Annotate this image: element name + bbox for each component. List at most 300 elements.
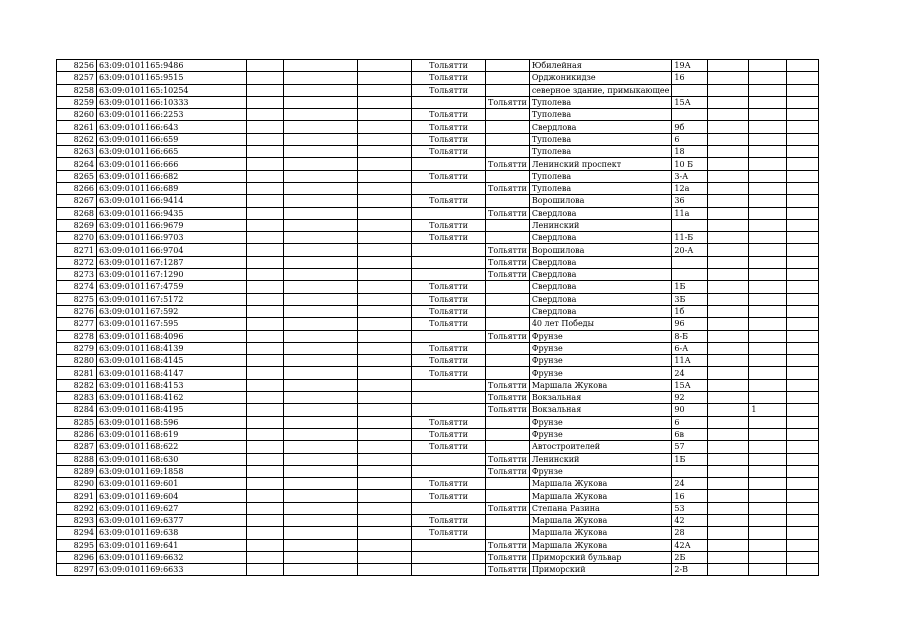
- house-cell: [672, 465, 708, 477]
- table-row: [57, 551, 819, 563]
- row-number-cell: 8256: [57, 60, 97, 72]
- city-cell: Тольятти: [412, 342, 486, 354]
- row-number-cell: 8259: [57, 96, 97, 108]
- table-row: [57, 527, 819, 539]
- empty-cell: [787, 367, 819, 379]
- city-cell: [486, 60, 530, 72]
- table-row: [57, 367, 819, 379]
- empty-cell: [284, 465, 358, 477]
- row-number-cell: 8283: [57, 392, 97, 404]
- cadastral-number-cell: 63:09:0101168:4195: [97, 404, 247, 416]
- empty-cell: [247, 96, 284, 108]
- empty-cell: [358, 269, 412, 281]
- flag-cell: [749, 219, 787, 231]
- cadastral-number-cell: 63:09:0101167:1290: [97, 269, 247, 281]
- flag-cell: [749, 478, 787, 490]
- empty-cell: [358, 195, 412, 207]
- empty-cell: [284, 305, 358, 317]
- city-cell: Тольятти: [412, 527, 486, 539]
- city-cell: [486, 355, 530, 367]
- empty-cell: [358, 502, 412, 514]
- empty-cell: [708, 478, 749, 490]
- empty-cell: [358, 60, 412, 72]
- empty-cell: [708, 195, 749, 207]
- city-cell: [486, 527, 530, 539]
- city-cell: Тольятти: [412, 416, 486, 428]
- empty-cell: [284, 416, 358, 428]
- table-row: [57, 465, 819, 477]
- city-cell: Тольятти: [486, 551, 530, 563]
- table-row: [57, 244, 819, 256]
- city-cell: Тольятти: [486, 502, 530, 514]
- empty-cell: [247, 416, 284, 428]
- empty-cell: [284, 502, 358, 514]
- empty-cell: [787, 564, 819, 576]
- empty-cell: [787, 109, 819, 121]
- city-cell: [486, 121, 530, 133]
- empty-cell: [247, 219, 284, 231]
- row-number-cell: 8287: [57, 441, 97, 453]
- row-number-cell: 8279: [57, 342, 97, 354]
- empty-cell: [358, 293, 412, 305]
- empty-cell: [787, 256, 819, 268]
- empty-cell: [284, 428, 358, 440]
- flag-cell: [749, 244, 787, 256]
- cadastral-number-cell: 63:09:0101169:638: [97, 527, 247, 539]
- city-cell: [412, 453, 486, 465]
- house-cell: 20-А: [672, 244, 708, 256]
- empty-cell: [708, 293, 749, 305]
- city-cell: Тольятти: [412, 84, 486, 96]
- table-row: [57, 219, 819, 231]
- city-cell: [486, 109, 530, 121]
- cadastral-number-cell: 63:09:0101168:619: [97, 428, 247, 440]
- empty-cell: [708, 441, 749, 453]
- flag-cell: [749, 305, 787, 317]
- table-row: [57, 109, 819, 121]
- city-cell: [412, 551, 486, 563]
- empty-cell: [708, 281, 749, 293]
- row-number-cell: 8267: [57, 195, 97, 207]
- street-cell: Маршала Жукова: [529, 379, 672, 391]
- street-cell: Ленинский проспект: [529, 158, 672, 170]
- row-number-cell: 8266: [57, 182, 97, 194]
- flag-cell: [749, 551, 787, 563]
- empty-cell: [247, 60, 284, 72]
- city-cell: [486, 281, 530, 293]
- empty-cell: [247, 207, 284, 219]
- city-cell: Тольятти: [412, 367, 486, 379]
- street-cell: Фрунзе: [529, 428, 672, 440]
- street-cell: Маршала Жукова: [529, 514, 672, 526]
- house-cell: 42А: [672, 539, 708, 551]
- table-row: [57, 232, 819, 244]
- city-cell: Тольятти: [412, 305, 486, 317]
- empty-cell: [358, 379, 412, 391]
- empty-cell: [708, 551, 749, 563]
- city-cell: Тольятти: [412, 146, 486, 158]
- empty-cell: [358, 281, 412, 293]
- empty-cell: [358, 146, 412, 158]
- city-cell: Тольятти: [486, 256, 530, 268]
- city-cell: Тольятти: [412, 195, 486, 207]
- cadastral-number-cell: 63:09:0101166:689: [97, 182, 247, 194]
- city-cell: Тольятти: [486, 564, 530, 576]
- street-cell: Ворошилова: [529, 195, 672, 207]
- row-number-cell: 8293: [57, 514, 97, 526]
- city-cell: [412, 96, 486, 108]
- city-cell: [486, 195, 530, 207]
- street-cell: Фрунзе: [529, 330, 672, 342]
- empty-cell: [708, 453, 749, 465]
- city-cell: [486, 367, 530, 379]
- row-number-cell: 8257: [57, 72, 97, 84]
- empty-cell: [247, 527, 284, 539]
- empty-cell: [247, 342, 284, 354]
- empty-cell: [358, 416, 412, 428]
- empty-cell: [787, 219, 819, 231]
- empty-cell: [284, 478, 358, 490]
- row-number-cell: 8270: [57, 232, 97, 244]
- flag-cell: [749, 84, 787, 96]
- table-row: [57, 502, 819, 514]
- empty-cell: [358, 428, 412, 440]
- empty-cell: [247, 453, 284, 465]
- empty-cell: [787, 453, 819, 465]
- row-number-cell: 8292: [57, 502, 97, 514]
- empty-cell: [247, 404, 284, 416]
- row-number-cell: 8264: [57, 158, 97, 170]
- row-number-cell: 8281: [57, 367, 97, 379]
- flag-cell: [749, 60, 787, 72]
- table-row: [57, 158, 819, 170]
- table-row: [57, 60, 819, 72]
- city-cell: [486, 84, 530, 96]
- table-row: [57, 478, 819, 490]
- table-row: [57, 514, 819, 526]
- empty-cell: [284, 355, 358, 367]
- city-cell: Тольятти: [486, 244, 530, 256]
- table-row: [57, 453, 819, 465]
- street-cell: Юбилейная: [529, 60, 672, 72]
- empty-cell: [247, 379, 284, 391]
- cadastral-number-cell: 63:09:0101166:682: [97, 170, 247, 182]
- empty-cell: [358, 96, 412, 108]
- city-cell: Тольятти: [412, 219, 486, 231]
- empty-cell: [787, 207, 819, 219]
- table-row: [57, 441, 819, 453]
- empty-cell: [787, 269, 819, 281]
- cadastral-number-cell: 63:09:0101166:643: [97, 121, 247, 133]
- flag-cell: [749, 195, 787, 207]
- city-cell: Тольятти: [412, 490, 486, 502]
- row-number-cell: 8297: [57, 564, 97, 576]
- empty-cell: [247, 269, 284, 281]
- empty-cell: [787, 527, 819, 539]
- empty-cell: [358, 465, 412, 477]
- empty-cell: [284, 342, 358, 354]
- table-row: [57, 416, 819, 428]
- city-cell: [486, 478, 530, 490]
- row-number-cell: 8276: [57, 305, 97, 317]
- flag-cell: [749, 109, 787, 121]
- house-cell: 6в: [672, 428, 708, 440]
- cadastral-number-cell: 63:09:0101169:641: [97, 539, 247, 551]
- empty-cell: [787, 379, 819, 391]
- empty-cell: [284, 269, 358, 281]
- flag-cell: [749, 96, 787, 108]
- empty-cell: [247, 72, 284, 84]
- city-cell: [412, 244, 486, 256]
- empty-cell: [247, 514, 284, 526]
- empty-cell: [284, 219, 358, 231]
- street-cell: Фрунзе: [529, 465, 672, 477]
- empty-cell: [787, 170, 819, 182]
- empty-cell: [787, 305, 819, 317]
- city-cell: Тольятти: [412, 281, 486, 293]
- empty-cell: [358, 219, 412, 231]
- empty-cell: [247, 244, 284, 256]
- house-cell: 18: [672, 146, 708, 158]
- house-cell: 11А: [672, 355, 708, 367]
- house-cell: 12а: [672, 182, 708, 194]
- cadastral-number-cell: 63:09:0101167:595: [97, 318, 247, 330]
- street-cell: Приморский: [529, 564, 672, 576]
- empty-cell: [787, 293, 819, 305]
- empty-cell: [358, 84, 412, 96]
- empty-cell: [708, 564, 749, 576]
- empty-cell: [787, 232, 819, 244]
- empty-cell: [358, 318, 412, 330]
- table-row: [57, 330, 819, 342]
- cadastral-number-cell: 63:09:0101167:5172: [97, 293, 247, 305]
- empty-cell: [284, 514, 358, 526]
- empty-cell: [284, 453, 358, 465]
- street-cell: Тупoлева: [529, 146, 672, 158]
- flag-cell: [749, 121, 787, 133]
- house-cell: 11а: [672, 207, 708, 219]
- empty-cell: [708, 121, 749, 133]
- street-cell: Ленинский: [529, 219, 672, 231]
- house-cell: 15А: [672, 96, 708, 108]
- empty-cell: [787, 121, 819, 133]
- flag-cell: [749, 428, 787, 440]
- empty-cell: [358, 342, 412, 354]
- table-row: [57, 428, 819, 440]
- flag-cell: [749, 379, 787, 391]
- street-cell: Свердлова: [529, 305, 672, 317]
- flag-cell: [749, 72, 787, 84]
- flag-cell: [749, 490, 787, 502]
- city-cell: Тольятти: [486, 539, 530, 551]
- city-cell: [486, 232, 530, 244]
- empty-cell: [708, 146, 749, 158]
- empty-cell: [708, 367, 749, 379]
- city-cell: [412, 158, 486, 170]
- house-cell: 28: [672, 527, 708, 539]
- city-cell: Тольятти: [486, 379, 530, 391]
- row-number-cell: 8296: [57, 551, 97, 563]
- empty-cell: [358, 256, 412, 268]
- empty-cell: [284, 367, 358, 379]
- city-cell: [486, 514, 530, 526]
- empty-cell: [787, 133, 819, 145]
- city-cell: Тольятти: [412, 293, 486, 305]
- empty-cell: [247, 281, 284, 293]
- empty-cell: [247, 109, 284, 121]
- empty-cell: [708, 428, 749, 440]
- empty-cell: [284, 158, 358, 170]
- city-cell: Тольятти: [412, 514, 486, 526]
- empty-cell: [247, 478, 284, 490]
- empty-cell: [284, 490, 358, 502]
- city-cell: Тольятти: [412, 133, 486, 145]
- empty-cell: [284, 527, 358, 539]
- street-cell: Тупoлева: [529, 96, 672, 108]
- table-row: [57, 182, 819, 194]
- house-cell: 92: [672, 392, 708, 404]
- city-cell: [412, 502, 486, 514]
- cadastral-number-cell: 63:09:0101166:665: [97, 146, 247, 158]
- flag-cell: [749, 539, 787, 551]
- cadastral-number-cell: 63:09:0101167:1287: [97, 256, 247, 268]
- city-cell: [412, 539, 486, 551]
- empty-cell: [284, 330, 358, 342]
- empty-cell: [247, 158, 284, 170]
- empty-cell: [247, 146, 284, 158]
- house-cell: [672, 84, 708, 96]
- street-cell: Свердлова: [529, 121, 672, 133]
- city-cell: Тольятти: [412, 232, 486, 244]
- city-cell: [486, 305, 530, 317]
- cadastral-number-cell: 63:09:0101169:6633: [97, 564, 247, 576]
- city-cell: [486, 342, 530, 354]
- cadastral-number-cell: 63:09:0101166:9679: [97, 219, 247, 231]
- street-cell: Тупoлева: [529, 170, 672, 182]
- empty-cell: [708, 416, 749, 428]
- city-cell: [412, 207, 486, 219]
- cadastral-number-cell: 63:09:0101169:604: [97, 490, 247, 502]
- flag-cell: [749, 133, 787, 145]
- city-cell: [486, 318, 530, 330]
- empty-cell: [708, 465, 749, 477]
- empty-cell: [708, 158, 749, 170]
- house-cell: 96: [672, 318, 708, 330]
- flag-cell: [749, 158, 787, 170]
- city-cell: Тольятти: [486, 207, 530, 219]
- flag-cell: [749, 281, 787, 293]
- cadastral-number-cell: 63:09:0101166:9414: [97, 195, 247, 207]
- empty-cell: [787, 244, 819, 256]
- house-cell: 19А: [672, 60, 708, 72]
- empty-cell: [284, 84, 358, 96]
- house-cell: 2-В: [672, 564, 708, 576]
- house-cell: 6-А: [672, 342, 708, 354]
- empty-cell: [358, 514, 412, 526]
- empty-cell: [708, 330, 749, 342]
- flag-cell: [749, 170, 787, 182]
- empty-cell: [787, 281, 819, 293]
- city-cell: [412, 392, 486, 404]
- cadastral-number-cell: 63:09:0101169:6632: [97, 551, 247, 563]
- empty-cell: [358, 478, 412, 490]
- street-cell: Свердлова: [529, 207, 672, 219]
- city-cell: Тольятти: [486, 392, 530, 404]
- table-row: [57, 564, 819, 576]
- flag-cell: [749, 269, 787, 281]
- table-row: [57, 195, 819, 207]
- flag-cell: [749, 453, 787, 465]
- city-cell: Тольятти: [486, 453, 530, 465]
- row-number-cell: 8271: [57, 244, 97, 256]
- empty-cell: [708, 109, 749, 121]
- empty-cell: [358, 527, 412, 539]
- house-cell: 2Б: [672, 551, 708, 563]
- cadastral-number-cell: 63:09:0101166:666: [97, 158, 247, 170]
- table-row: [57, 256, 819, 268]
- empty-cell: [284, 244, 358, 256]
- table-row: [57, 490, 819, 502]
- row-number-cell: 8289: [57, 465, 97, 477]
- street-cell: Ворошилова: [529, 244, 672, 256]
- city-cell: Тольятти: [412, 318, 486, 330]
- empty-cell: [787, 330, 819, 342]
- empty-cell: [247, 355, 284, 367]
- flag-cell: [749, 232, 787, 244]
- empty-cell: [787, 539, 819, 551]
- table-row: [57, 355, 819, 367]
- house-cell: 8-Б: [672, 330, 708, 342]
- empty-cell: [358, 539, 412, 551]
- row-number-cell: 8282: [57, 379, 97, 391]
- row-number-cell: 8291: [57, 490, 97, 502]
- house-cell: 10 Б: [672, 158, 708, 170]
- cadastral-number-cell: 63:09:0101167:4759: [97, 281, 247, 293]
- row-number-cell: 8269: [57, 219, 97, 231]
- city-cell: Тольятти: [412, 121, 486, 133]
- row-number-cell: 8278: [57, 330, 97, 342]
- empty-cell: [787, 404, 819, 416]
- house-cell: [672, 109, 708, 121]
- empty-cell: [247, 330, 284, 342]
- house-cell: 6: [672, 416, 708, 428]
- row-number-cell: 8273: [57, 269, 97, 281]
- empty-cell: [787, 490, 819, 502]
- empty-cell: [787, 195, 819, 207]
- house-cell: 42: [672, 514, 708, 526]
- city-cell: [412, 379, 486, 391]
- empty-cell: [247, 441, 284, 453]
- empty-cell: [247, 232, 284, 244]
- street-cell: Маршала Жукова: [529, 478, 672, 490]
- empty-cell: [708, 305, 749, 317]
- table-row: [57, 146, 819, 158]
- empty-cell: [284, 318, 358, 330]
- house-cell: [672, 219, 708, 231]
- empty-cell: [358, 441, 412, 453]
- house-cell: 9б: [672, 121, 708, 133]
- flag-cell: [749, 330, 787, 342]
- flag-cell: [749, 355, 787, 367]
- empty-cell: [284, 195, 358, 207]
- street-cell: Маршала Жукова: [529, 539, 672, 551]
- empty-cell: [247, 293, 284, 305]
- street-cell: Свердлова: [529, 293, 672, 305]
- flag-cell: [749, 293, 787, 305]
- empty-cell: [787, 502, 819, 514]
- street-cell: 40 лет Победы: [529, 318, 672, 330]
- city-cell: [486, 441, 530, 453]
